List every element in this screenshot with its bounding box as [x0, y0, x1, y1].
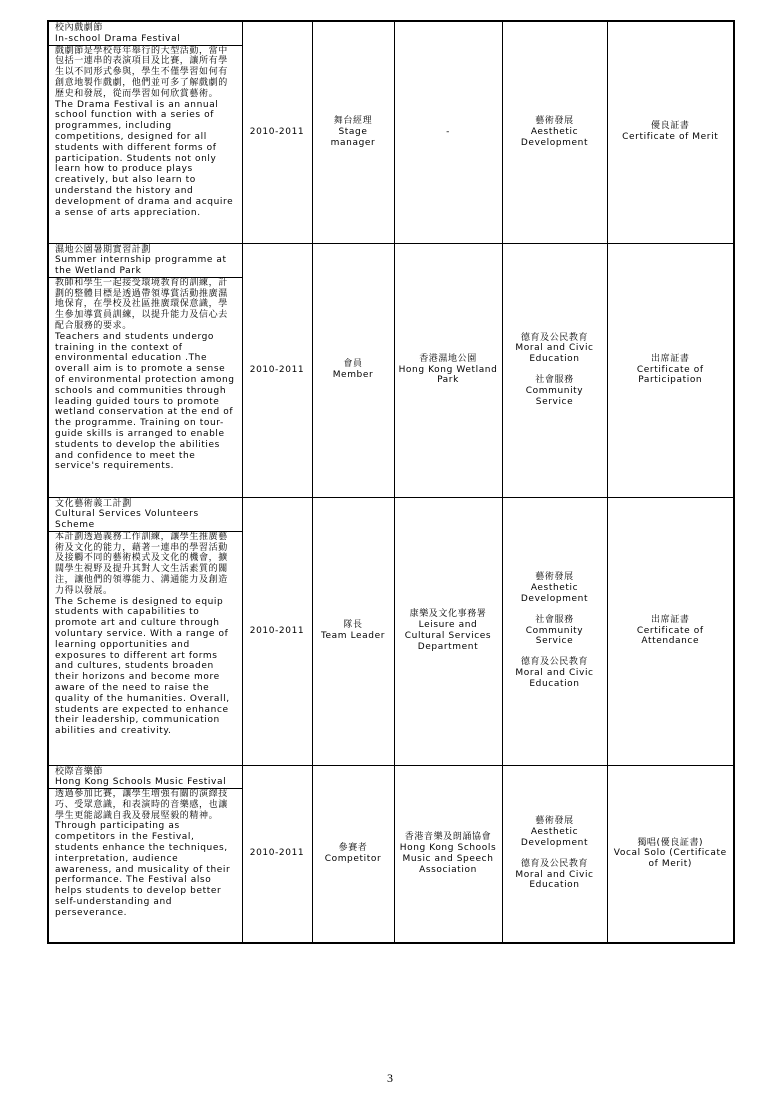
year-cell: 2010-2011 — [242, 21, 312, 243]
description-zh: 本計劃透過義務工作訓練，讓學生推廣藝術及文化的能力，藉著一連串的學習活動及接觸不同的藝術模式及文化的機會，擴闊學生視野及提升其對人文生活素質的關注，讓他們的領導能力、溝通能力及創造力得以發展。 — [55, 531, 228, 596]
table-row — [48, 765, 734, 943]
activity-title — [49, 766, 242, 790]
activity-name-zh: 文化藝術義工計劃 — [55, 498, 132, 509]
activity-description — [49, 46, 242, 221]
page-number: 3 — [387, 1071, 393, 1085]
activity-cell — [48, 243, 242, 497]
records-table — [47, 20, 735, 944]
component-cell — [502, 243, 607, 497]
activity-name-zh: 校內戲劇節 — [55, 23, 104, 33]
partner-cell — [394, 21, 502, 243]
partner-zh: 康樂及文化事務署 — [409, 609, 487, 620]
component-en: Aesthetic Development — [520, 583, 589, 604]
award-zh: 出席証書 — [651, 614, 690, 625]
activity-name-en: In-school Drama Festival — [55, 33, 181, 44]
activity-name-en: Hong Kong Schools Music Festival — [55, 777, 227, 788]
activity-cell — [48, 497, 242, 765]
role-zh: 參賽者 — [338, 842, 368, 853]
partner-en: Hong Kong Schools Music and Speech Association — [399, 842, 497, 875]
component-zh: 德育及公民教育 — [520, 332, 589, 343]
activity-cell — [48, 765, 242, 943]
role-cell — [312, 243, 394, 497]
award-cell — [607, 21, 734, 243]
activity-name-en: Summer internship programme at the Wetland Park — [55, 255, 227, 277]
award-zh: 獨唱(優良証書) — [637, 837, 704, 848]
award-en: Certificate of Merit — [622, 132, 719, 143]
role-zh: 會員 — [343, 359, 363, 370]
description-zh: 戲劇節是學校每年舉行的大型活動，當中包括一連串的表演項目及比賽，讓所有學生以不同形式參與，學生不僅學習如何有創意地製作戲劇，他們並可多了解戲劇的歷史和發展，從而學習如何欣賞藝術。 — [55, 45, 228, 99]
award-en: Vocal Solo (Certificate of Merit) — [613, 848, 727, 870]
award-zh: 優良証書 — [651, 121, 690, 132]
component-en: Moral and Civic Education — [515, 343, 594, 365]
component-en: Moral and Civic Education — [515, 869, 594, 891]
year-cell: 2010-2011 — [242, 765, 312, 943]
award-en: Certificate of Participation — [636, 364, 704, 386]
activity-description — [49, 278, 242, 474]
table-row — [48, 21, 734, 243]
table-row — [48, 243, 734, 497]
description-en: Through participating as competitors in the Festival, students enhance the techniques, interpretation, audience awareness, and musicality of their performance. The Festival also helps students to develop better self-understanding and perseverance. — [55, 821, 231, 918]
component-item — [506, 572, 604, 604]
role-cell — [312, 21, 394, 243]
partner-zh: 香港濕地公園 — [419, 353, 477, 364]
partner-en: - — [446, 126, 450, 137]
partner-cell — [394, 765, 502, 943]
component-zh: 社會服務 — [535, 614, 574, 625]
component-zh: 藝術發展 — [535, 116, 574, 127]
component-en: Community Service — [525, 385, 584, 407]
table-row — [48, 497, 734, 765]
award-cell — [607, 497, 734, 765]
component-zh: 德育及公民教育 — [520, 657, 589, 668]
activity-title — [49, 244, 242, 278]
description-en: The Scheme is designed to equip students with capabilities to promote art and culture through voluntary service. With a range of learning opportunities and exposures to different art forms and cultures, students broaden their horizons and become more aware of the need to raise the quality of the humanities. Overall, students are expected to enhance their leadership, communication abilities and creativity. — [55, 596, 230, 737]
component-item — [506, 859, 604, 891]
component-item — [506, 375, 604, 407]
role-en: Competitor — [324, 853, 382, 864]
activity-name-en: Cultural Services Volunteers Scheme — [55, 509, 199, 531]
activity-title — [49, 22, 242, 46]
partner-cell — [394, 497, 502, 765]
award-zh: 出席証書 — [651, 353, 690, 364]
component-zh: 藝術發展 — [535, 816, 574, 827]
description-en: The Drama Festival is an annual school function with a series of programmes, including competitions, designed for all students with different forms of participation. Students not only learn how to produce plays creatively, but also learn to understand the history and development of drama and acquire a sense of arts appreciation. — [55, 99, 234, 218]
year-cell: 2010-2011 — [242, 497, 312, 765]
component-zh: 藝術發展 — [535, 572, 574, 583]
year-cell: 2010-2011 — [242, 243, 312, 497]
award-cell — [607, 765, 734, 943]
activity-name-zh: 濕地公園暑期實習計劃 — [55, 244, 152, 255]
component-item — [506, 657, 604, 689]
component-en: Aesthetic Development — [520, 126, 589, 148]
partner-cell — [394, 243, 502, 497]
role-en: Stage manager — [330, 126, 376, 148]
component-cell — [502, 21, 607, 243]
award-cell — [607, 243, 734, 497]
activity-name-zh: 校際音樂節 — [55, 766, 104, 777]
component-item — [506, 116, 604, 148]
component-cell — [502, 497, 607, 765]
partner-en: Leisure and Cultural Services Department — [404, 620, 492, 652]
component-item — [506, 816, 604, 848]
partner-zh: 香港音樂及朗誦協會 — [404, 832, 492, 843]
component-cell — [502, 765, 607, 943]
component-item — [506, 615, 604, 647]
activity-description — [49, 789, 242, 921]
partner-en: Hong Kong Wetland Park — [398, 364, 498, 386]
component-zh: 德育及公民教育 — [520, 858, 589, 869]
description-zh: 教師和學生一起接受環境教育的訓練，計劃的整體目標是透過帶領導賞活動推廣濕地保育，在學校及社區推廣環保意識，學生參加導賞員訓練，以提升能力及信心去配合服務的要求。 — [55, 277, 228, 332]
activity-description — [49, 532, 242, 739]
role-en: Team Leader — [320, 631, 386, 641]
role-cell — [312, 497, 394, 765]
role-zh: 隊長 — [343, 620, 363, 631]
activity-cell — [48, 21, 242, 243]
award-en: Certificate of Attendance — [636, 625, 704, 647]
description-zh: 透過參加比賽，讓學生增強有關的演繹技巧、受眾意識，和表演時的音樂感，也讓學生更能認識自我及發展堅毅的精神。 — [55, 789, 228, 821]
role-zh: 舞台經理 — [333, 116, 373, 127]
component-item — [506, 333, 604, 365]
component-en: Aesthetic Development — [520, 827, 589, 848]
description-en: Teachers and students undergo training in the context of environmental education .The overall aim is to promote a sense of environmental protection among schools and communities through leading guided tours to promote wetland conservation at the end of the programme. Training on tour-guide skills is arranged to enable students to develop the abilities and confidence to meet the service's requirements. — [55, 331, 235, 472]
component-en: Moral and Civic Education — [515, 667, 594, 689]
component-zh: 社會服務 — [535, 375, 574, 385]
activity-title — [49, 498, 242, 532]
role-en: Member — [332, 370, 374, 380]
role-cell — [312, 765, 394, 943]
component-en: Community Service — [525, 625, 584, 647]
